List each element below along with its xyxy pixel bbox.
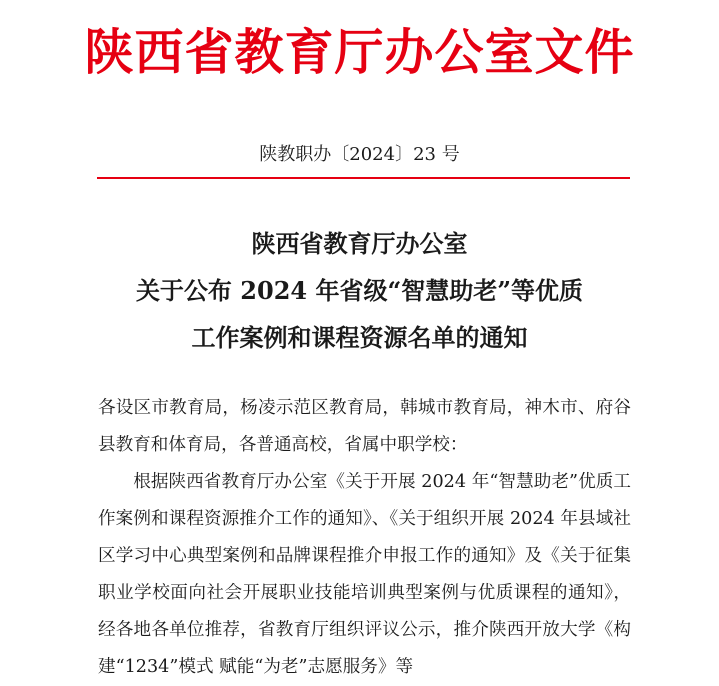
notice-title-line-3: 工作案例和课程资源名单的通知	[191, 323, 528, 352]
notice-title-line-1: 陕西省教育厅办公室	[251, 229, 468, 258]
notice-title-line-2: 关于公布 2024 年省级“智慧助老”等优质	[135, 276, 584, 305]
document-number: 陕教职办〔2024〕23 号	[259, 144, 460, 165]
body-paragraph-1: 根据陕西省教育厅办公室《关于开展 2024 年“智慧助老”优质工作案例和课程资源推介工作的通知》、《关于组织开展 2024 年县域社区学习中心典型案例和品牌课程推介申报工作的通知》及《关于征集职业学校面向社会开展职业技能培训典型案例与优质课程的通知》，经各地各单位推荐，省教育厅组织评议公示，推介陕西开放大学《构建“1234”模式 赋能“为老”志愿服务》等	[98, 472, 631, 677]
issuer-title: 陕西省教育厅办公室文件	[84, 23, 635, 81]
notice-body	[98, 390, 631, 686]
red-divider-rule	[97, 177, 630, 179]
addressees: 各设区市教育局，杨凌示范区教育局，韩城市教育局，神木市、府谷县教育和体育局，各普通高校，省属中职学校：	[98, 398, 631, 455]
